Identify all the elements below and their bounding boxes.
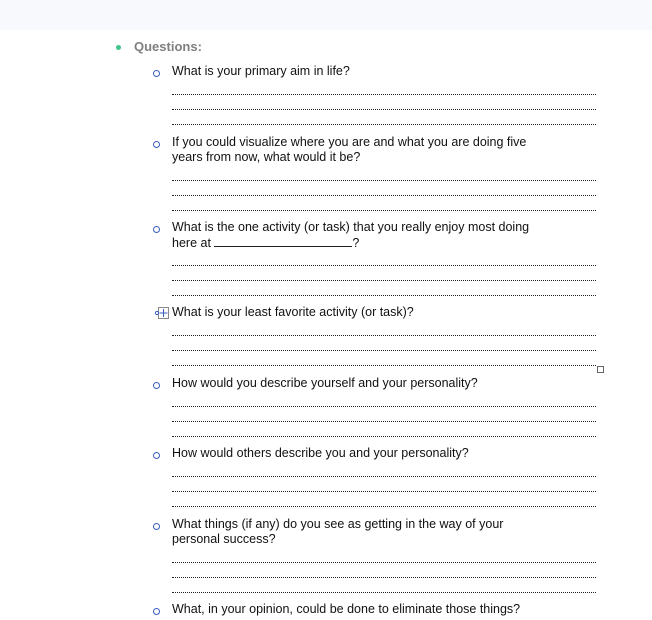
section-heading: Questions: — [134, 39, 202, 54]
sub-bullet-icon — [153, 608, 160, 615]
question-2[interactable]: If you could visualize where you are and what you are doing five years from now, what would it be? — [172, 135, 527, 164]
question-3-text: What is the one activity (or task) that you really enjoy most doing here at — [172, 220, 530, 250]
answer-line[interactable] — [172, 280, 596, 281]
answer-line[interactable] — [172, 592, 596, 593]
sub-bullet-icon — [153, 523, 160, 530]
answer-line[interactable] — [172, 436, 596, 437]
answer-line[interactable] — [172, 476, 596, 477]
answer-line[interactable] — [172, 506, 596, 507]
answer-line[interactable] — [172, 124, 596, 125]
sub-bullet-icon — [153, 70, 160, 77]
answer-line[interactable] — [172, 421, 596, 422]
table-resize-handle[interactable] — [597, 366, 604, 373]
answer-line[interactable] — [172, 94, 596, 95]
top-margin-band — [0, 0, 652, 30]
table-move-handle-icon[interactable] — [155, 307, 169, 319]
answer-line[interactable] — [172, 195, 596, 196]
answer-line[interactable] — [172, 406, 596, 407]
answer-line[interactable] — [172, 295, 596, 296]
answer-line[interactable] — [172, 365, 596, 366]
bullet-icon — [116, 45, 121, 50]
answer-line[interactable] — [172, 562, 596, 563]
question-1[interactable]: What is your primary aim in life? — [172, 64, 350, 78]
sub-bullet-icon — [153, 141, 160, 148]
question-3-end: ? — [352, 236, 360, 250]
answer-line[interactable] — [172, 109, 596, 110]
sub-bullet-icon — [153, 226, 160, 233]
question-3[interactable] — [172, 220, 552, 251]
answer-line[interactable] — [172, 335, 596, 336]
answer-line[interactable] — [172, 350, 596, 351]
answer-line[interactable] — [172, 180, 596, 181]
question-8[interactable]: What, in your opinion, could be done to eliminate those things? — [172, 602, 521, 616]
answer-line[interactable] — [172, 265, 596, 266]
answer-line[interactable] — [172, 577, 596, 578]
sub-bullet-icon — [153, 452, 160, 459]
answer-line[interactable] — [172, 491, 596, 492]
question-7[interactable]: What things (if any) do you see as getting in the way of your personal success? — [172, 517, 504, 546]
answer-line[interactable] — [172, 210, 596, 211]
question-5[interactable]: How would you describe yourself and your personality? — [172, 376, 478, 390]
sub-bullet-icon — [153, 382, 160, 389]
question-6[interactable]: How would others describe you and your personality? — [172, 446, 469, 460]
question-4[interactable]: What is your least favorite activity (or task)? — [172, 305, 414, 319]
fill-in-blank[interactable] — [214, 235, 352, 247]
